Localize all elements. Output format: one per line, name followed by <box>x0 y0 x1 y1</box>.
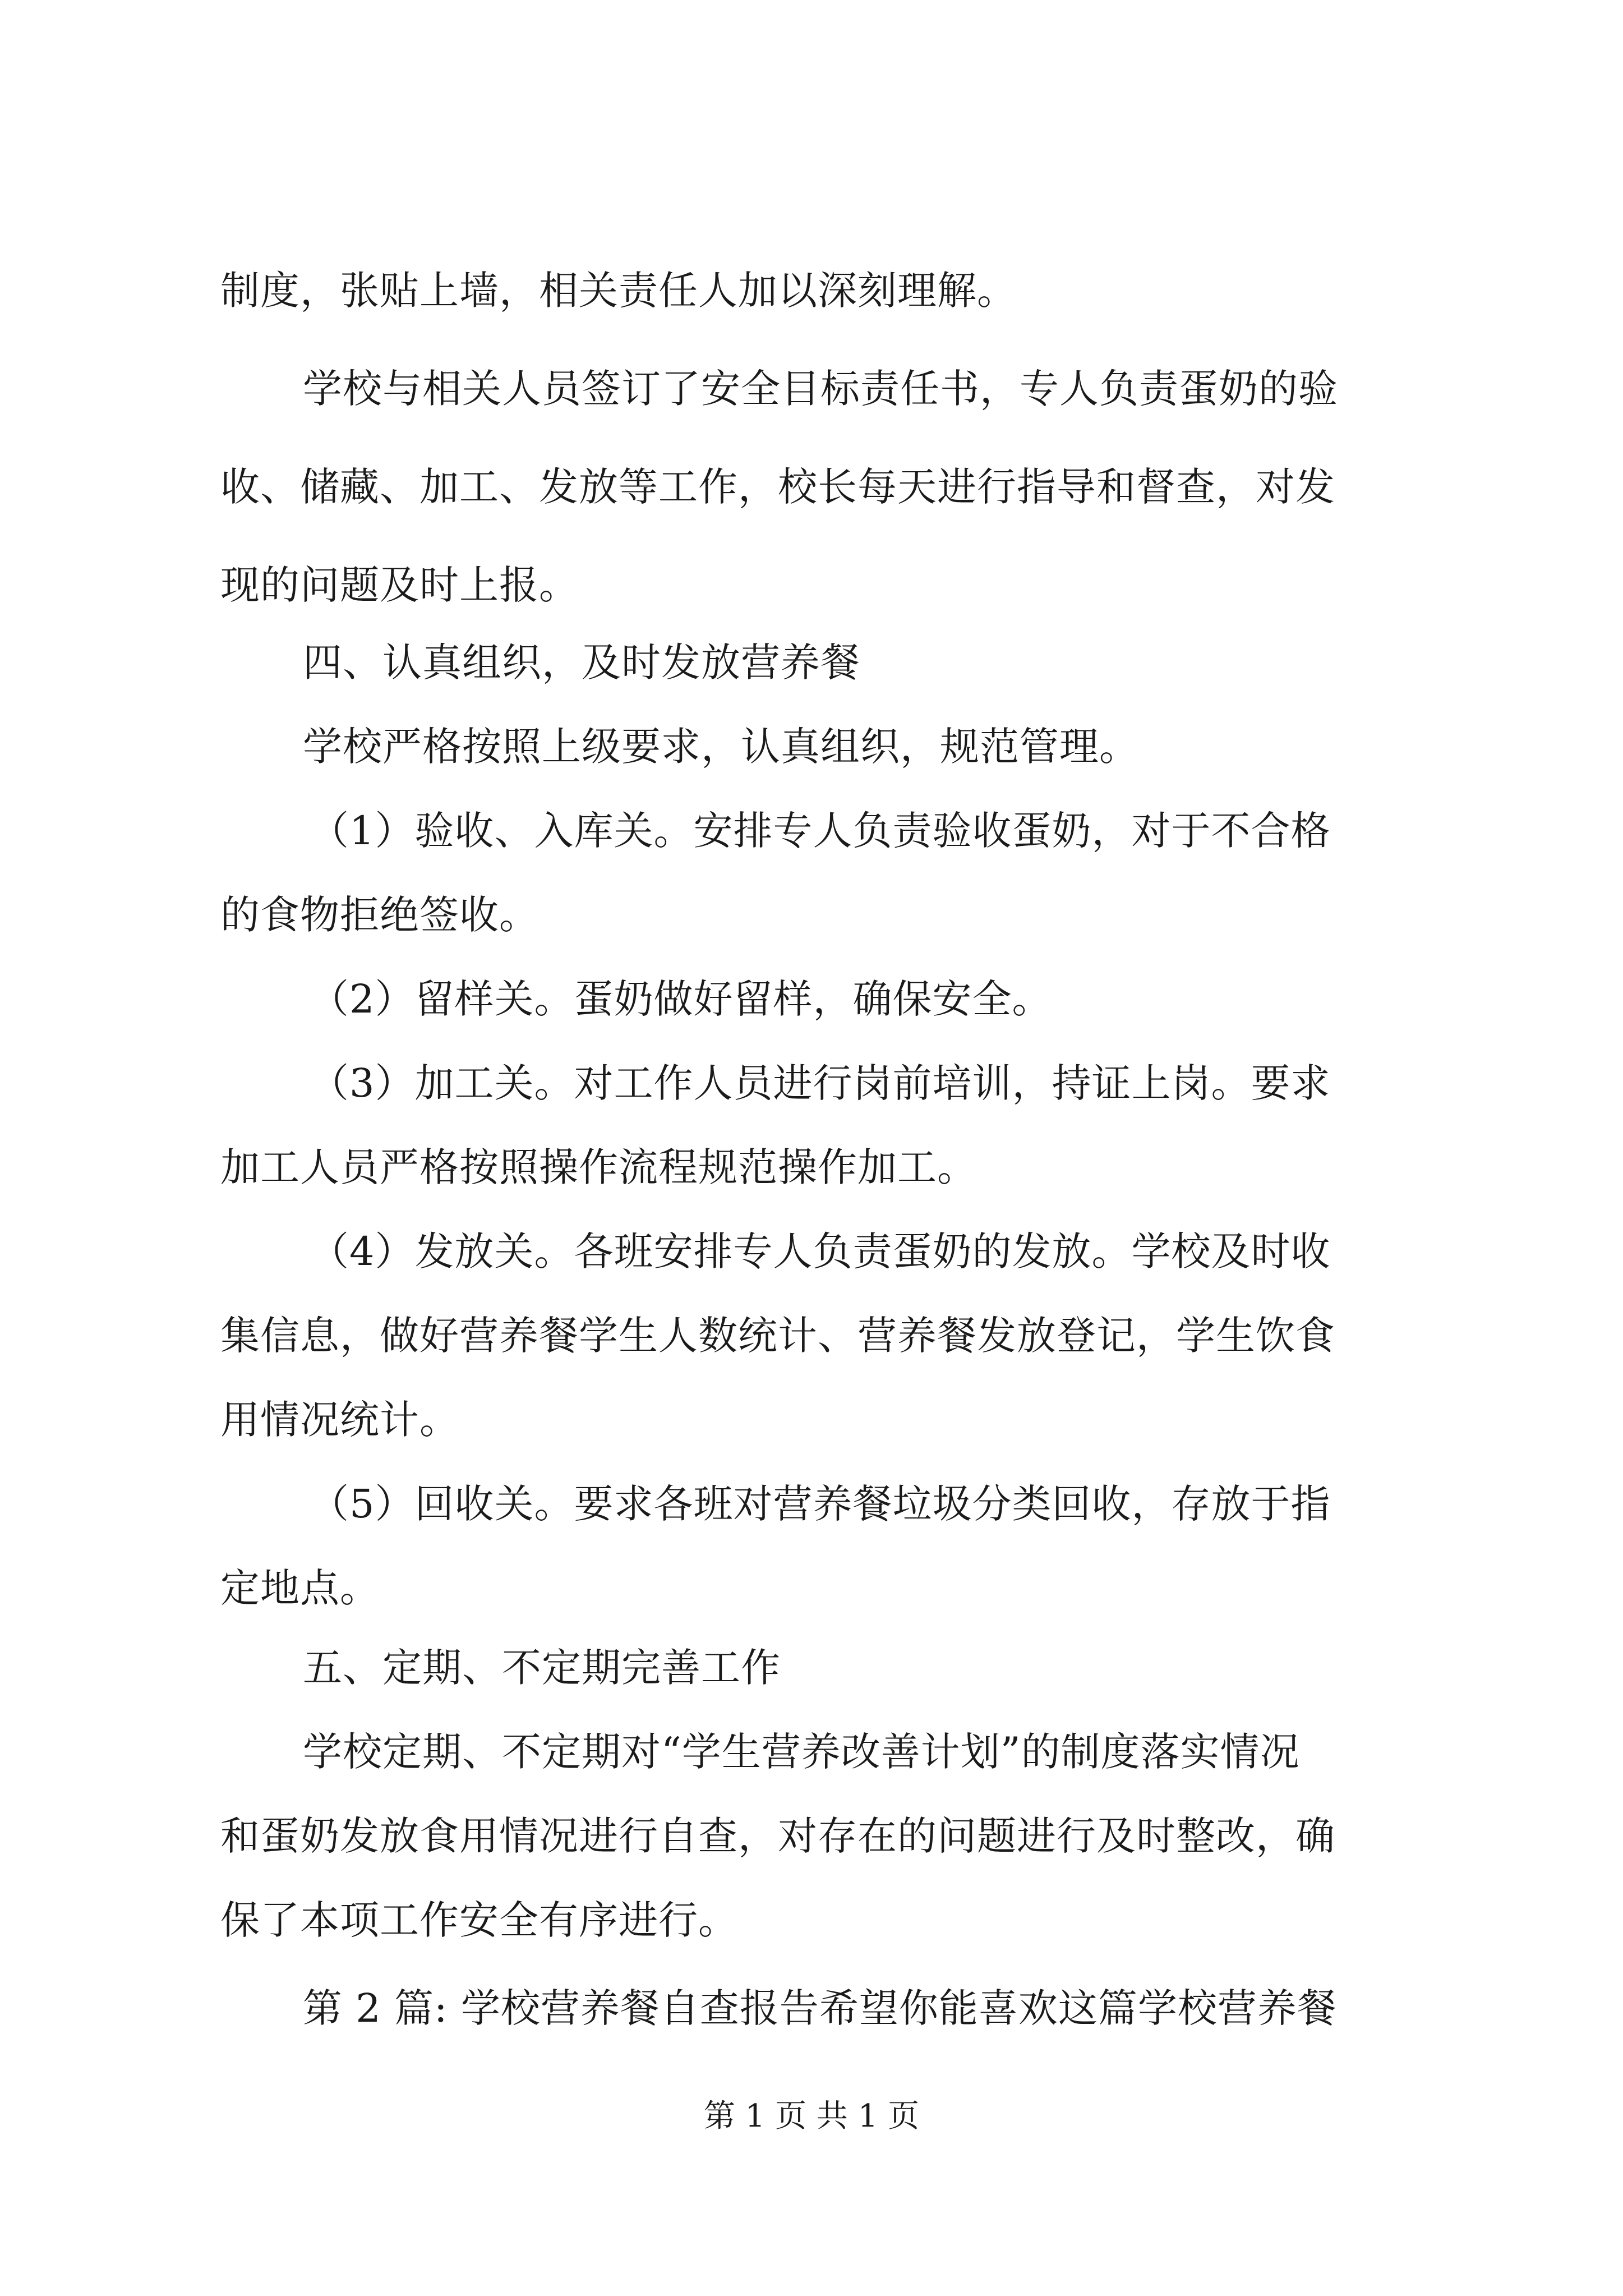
text-line-20: 保了本项工作安全有序进行。 <box>220 1897 738 1943</box>
text-line-8: 的食物拒绝签收。 <box>220 892 539 938</box>
section-heading-4: 四、认真组织，及时发放营养餐 <box>303 639 860 685</box>
text-line-19: 和蛋奶发放食用情况进行自查，对存在的问题进行及时整改，确 <box>220 1813 1335 1859</box>
text-line-18: 学校定期、不定期对“学生营养改善计划”的制度落实情况 <box>303 1729 1300 1775</box>
section-heading-5: 五、定期、不定期完善工作 <box>303 1645 781 1691</box>
text-line-13: 集信息，做好营养餐学生人数统计、营养餐发放登记，学生饮食 <box>220 1313 1335 1359</box>
text-line-9: （2）留样关。蛋奶做好留样，确保安全。 <box>310 976 1052 1022</box>
text-line-6: 学校严格按照上级要求，认真组织，规范管理。 <box>303 724 1139 770</box>
text-line-15: （5）回收关。要求各班对营养餐垃圾分类回收，存放于指 <box>310 1481 1331 1527</box>
text-line-7: （1）验收、入库关。安排专人负责验收蛋奶，对于不合格 <box>310 808 1331 854</box>
text-line-11: 加工人员严格按照操作流程规范操作加工。 <box>220 1144 977 1190</box>
text-line-2: 学校与相关人员签订了安全目标责任书，专人负责蛋奶的验 <box>303 366 1338 412</box>
text-line-10: （3）加工关。对工作人员进行岗前培训，持证上岗。要求 <box>310 1060 1331 1106</box>
text-line-14: 用情况统计。 <box>220 1397 459 1443</box>
text-line-1: 制度，张贴上墙，相关责任人加以深刻理解。 <box>220 268 1017 314</box>
text-line-21: 第 2 篇: 学校营养餐自查报告希望你能喜欢这篇学校营养餐 <box>303 1985 1337 2031</box>
text-line-4: 现的问题及时上报。 <box>220 562 579 608</box>
text-line-3: 收、储藏、加工、发放等工作，校长每天进行指导和督查，对发 <box>220 464 1335 510</box>
text-line-12: （4）发放关。各班安排专人负责蛋奶的发放。学校及时收 <box>310 1228 1331 1274</box>
text-line-16: 定地点。 <box>220 1565 380 1611</box>
page-footer: 第 1 页 共 1 页 <box>703 2098 920 2134</box>
